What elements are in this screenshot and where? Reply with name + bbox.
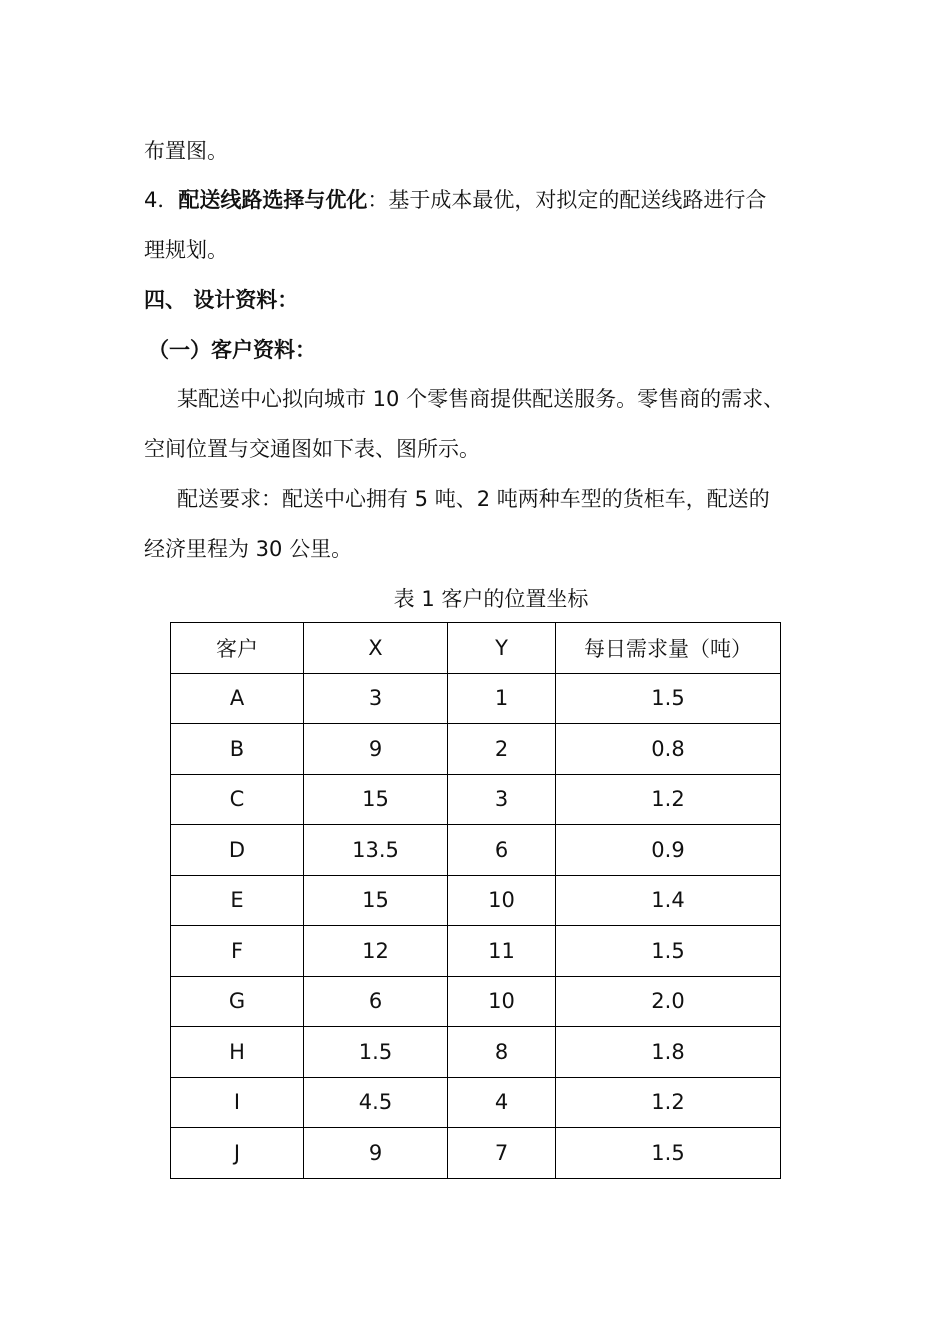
cell-customer: C xyxy=(171,774,304,825)
table-row xyxy=(171,926,781,977)
cell-customer: I xyxy=(171,1077,304,1128)
table-row xyxy=(171,1027,781,1078)
header-y: Y xyxy=(448,623,556,674)
item4-title: 配送线路选择与优化 xyxy=(178,188,368,212)
cell-demand: 1.2 xyxy=(556,774,781,825)
section4-heading-text: 四、 设计资料： xyxy=(144,288,299,312)
subsection-1-heading xyxy=(148,335,316,365)
cell-demand: 1.5 xyxy=(556,1128,781,1179)
cell-y: 3 xyxy=(448,774,556,825)
cell-customer: A xyxy=(171,673,304,724)
cell-customer: B xyxy=(171,724,304,775)
cell-y: 11 xyxy=(448,926,556,977)
paragraph-1-line-2 xyxy=(144,434,480,464)
table-row xyxy=(171,724,781,775)
table-header-row xyxy=(171,623,781,674)
cell-demand: 0.8 xyxy=(556,724,781,775)
cell-customer: D xyxy=(171,825,304,876)
cell-x: 1.5 xyxy=(304,1027,448,1078)
paragraph-1-line-1 xyxy=(177,384,784,414)
table-caption: 表 1 客户的位置坐标 xyxy=(393,587,589,611)
item4-text: ：基于成本最优，对拟定的配送线路进行合 xyxy=(367,188,767,212)
text-layout-tail: 布置图。 xyxy=(144,139,228,163)
cell-x: 12 xyxy=(304,926,448,977)
cell-demand: 1.8 xyxy=(556,1027,781,1078)
para1-line1-text: 某配送中心拟向城市 10 个零售商提供配送服务。零售商的需求、 xyxy=(177,387,785,411)
section-4-heading xyxy=(144,285,298,315)
paragraph-2-line-2 xyxy=(144,534,352,564)
para1-line2-text: 空间位置与交通图如下表、图所示。 xyxy=(144,437,480,461)
table-row xyxy=(171,1128,781,1179)
header-daily-demand: 每日需求量（吨） xyxy=(556,623,781,674)
cell-x: 9 xyxy=(304,724,448,775)
cell-demand: 1.4 xyxy=(556,875,781,926)
cell-x: 15 xyxy=(304,774,448,825)
cell-y: 2 xyxy=(448,724,556,775)
item4-cont-text: 理规划。 xyxy=(144,238,228,262)
table-row xyxy=(171,673,781,724)
table-row xyxy=(171,976,781,1027)
header-x: X xyxy=(304,623,448,674)
cell-demand: 1.5 xyxy=(556,673,781,724)
cell-y: 10 xyxy=(448,976,556,1027)
cell-demand: 1.5 xyxy=(556,926,781,977)
item-4-continuation xyxy=(144,235,228,265)
cell-x: 13.5 xyxy=(304,825,448,876)
cell-x: 9 xyxy=(304,1128,448,1179)
para2-line2-text: 经济里程为 30 公里。 xyxy=(144,537,353,561)
item-4 xyxy=(144,185,766,215)
cell-demand: 1.2 xyxy=(556,1077,781,1128)
cell-demand: 2.0 xyxy=(556,976,781,1027)
cell-customer: J xyxy=(171,1128,304,1179)
item4-number: 4． xyxy=(144,188,179,212)
cell-x: 4.5 xyxy=(304,1077,448,1128)
cell-x: 15 xyxy=(304,875,448,926)
cell-y: 8 xyxy=(448,1027,556,1078)
table-row xyxy=(171,1077,781,1128)
cell-y: 4 xyxy=(448,1077,556,1128)
table-row xyxy=(171,774,781,825)
para2-line1-text: 配送要求：配送中心拥有 5 吨、2 吨两种车型的货柜车，配送的 xyxy=(177,487,770,511)
cell-y: 7 xyxy=(448,1128,556,1179)
table-row xyxy=(171,875,781,926)
cell-customer: G xyxy=(171,976,304,1027)
header-customer: 客户 xyxy=(171,623,304,674)
cell-customer: F xyxy=(171,926,304,977)
table-row xyxy=(171,825,781,876)
cell-demand: 0.9 xyxy=(556,825,781,876)
sub1-heading-text: （一）客户资料： xyxy=(148,338,316,362)
cell-x: 3 xyxy=(304,673,448,724)
cell-y: 6 xyxy=(448,825,556,876)
table-body xyxy=(171,673,781,1178)
cell-customer: H xyxy=(171,1027,304,1078)
paragraph-2-line-1 xyxy=(177,484,770,514)
cell-y: 10 xyxy=(448,875,556,926)
cell-customer: E xyxy=(171,875,304,926)
paragraph-layout-tail xyxy=(144,136,228,166)
cell-y: 1 xyxy=(448,673,556,724)
cell-x: 6 xyxy=(304,976,448,1027)
customer-location-table xyxy=(170,622,781,1179)
